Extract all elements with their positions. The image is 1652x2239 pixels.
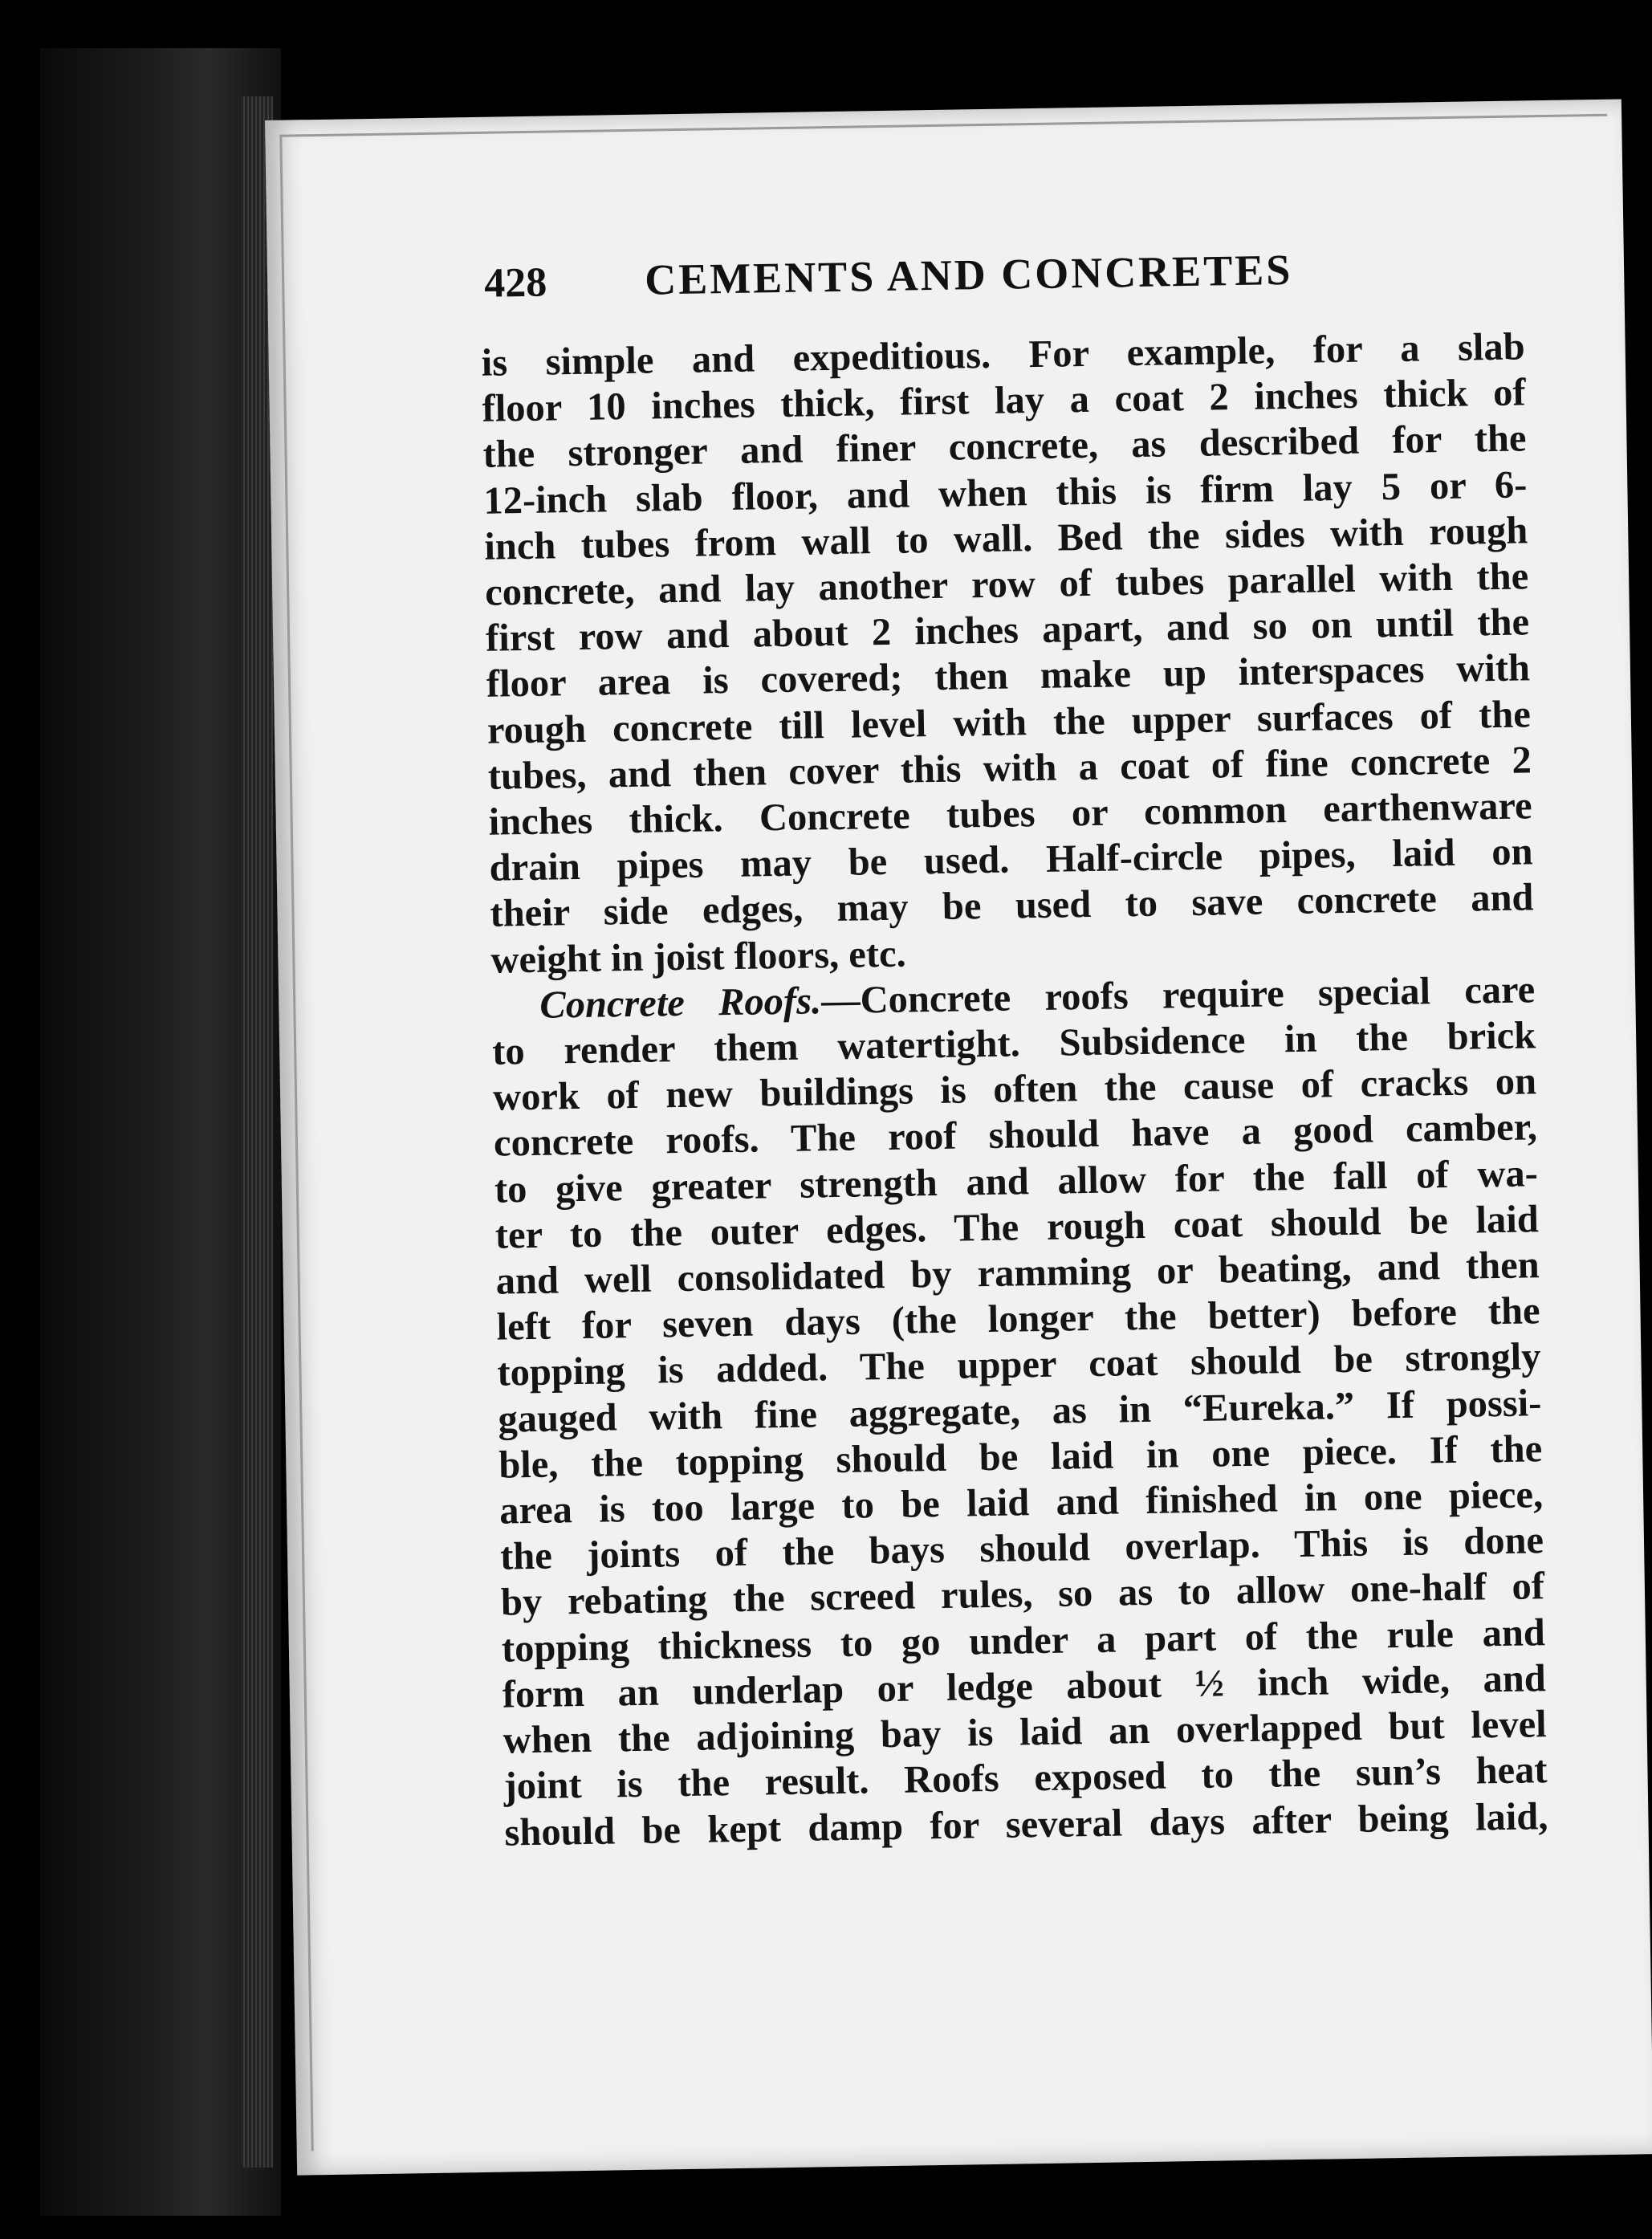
text-line: is simple and expeditious. For example, for a slab [481, 325, 1526, 385]
text-line: rough concrete till level with the upper surfaces of the [486, 692, 1532, 752]
text-line: left for seven days (the longer the better) before the [496, 1289, 1540, 1349]
text-line: and well consolidated by ramming or beating, and then [495, 1244, 1540, 1303]
text-line: inches thick. Concrete tubes or common earthenware [488, 784, 1533, 844]
text-line: gauged with fine aggregate, as in “Eureka.” If possi- [498, 1381, 1542, 1441]
text-line: concrete roofs. The roof should have a good camber, [493, 1105, 1538, 1166]
text-line: should be kept damp for several days after being laid, [504, 1794, 1548, 1854]
text-line: form an underlap or ledge about ½ inch wide, and [502, 1657, 1547, 1716]
page-stack-edge [241, 96, 273, 2168]
text-line: ble, the topping should be laid in one piece. If the [498, 1427, 1543, 1487]
text-line: their side edges, may be used to save concrete and [490, 876, 1534, 936]
text-line: when the adjoining bay is laid an overlapped but level [503, 1703, 1547, 1762]
text-line: joint is the result. Roofs exposed to the sun’s heat [503, 1748, 1548, 1808]
text-line: ter to the outer edges. The rough coat should be laid [494, 1198, 1540, 1257]
text-line: tubes, and then cover this with a coat of fine concrete 2 [487, 739, 1532, 798]
text-line: area is too large to be laid and finished in one piece, [498, 1473, 1544, 1533]
text-line: 12-inch slab floor, and when this is firm lay 5 or 6- [483, 462, 1528, 523]
text-line: to give greater strength and allow for the fall of wa- [494, 1151, 1539, 1211]
text-line: weight in joist floors, etc. [490, 932, 907, 982]
text-line: by rebating the screed rules, so as to allow one-half of [500, 1565, 1545, 1625]
text-line: drain pipes may be used. Half-circle pipes, laid on [489, 830, 1533, 889]
text-line: floor area is covered; then make up interspaces with [486, 646, 1531, 706]
page-number: 428 [483, 259, 547, 307]
text-line: the joints of the bays should overlap. This is done [499, 1519, 1544, 1578]
text-line: to render them watertight. Subsidence in the brick [491, 1014, 1536, 1073]
section-heading: Concrete Roofs. [539, 979, 822, 1027]
text-line: first row and about 2 inches apart, and so on until the [485, 600, 1530, 660]
body-text [481, 324, 1548, 1855]
text-line: concrete, and lay another row of tubes parallel with the [484, 555, 1529, 614]
text-line: topping is added. The upper coat should be strongly [497, 1335, 1541, 1395]
section-first-line-text: —Concrete roofs require special care [820, 968, 1536, 1023]
text-line: work of new buildings is often the cause of cracks on [492, 1060, 1537, 1119]
text-line: inch tubes from wall to wall. Bed the sides with rough [483, 509, 1528, 568]
text-line: the stronger and finer concrete, as described for the [482, 417, 1527, 477]
text-line: floor 10 inches thick, first lay a coat 2 inches thick of [482, 371, 1526, 430]
text-line: topping thickness to go under a part of the rule and [501, 1610, 1546, 1671]
book-page [265, 99, 1652, 2175]
running-title: CEMENTS AND CONCRETES [644, 245, 1293, 304]
